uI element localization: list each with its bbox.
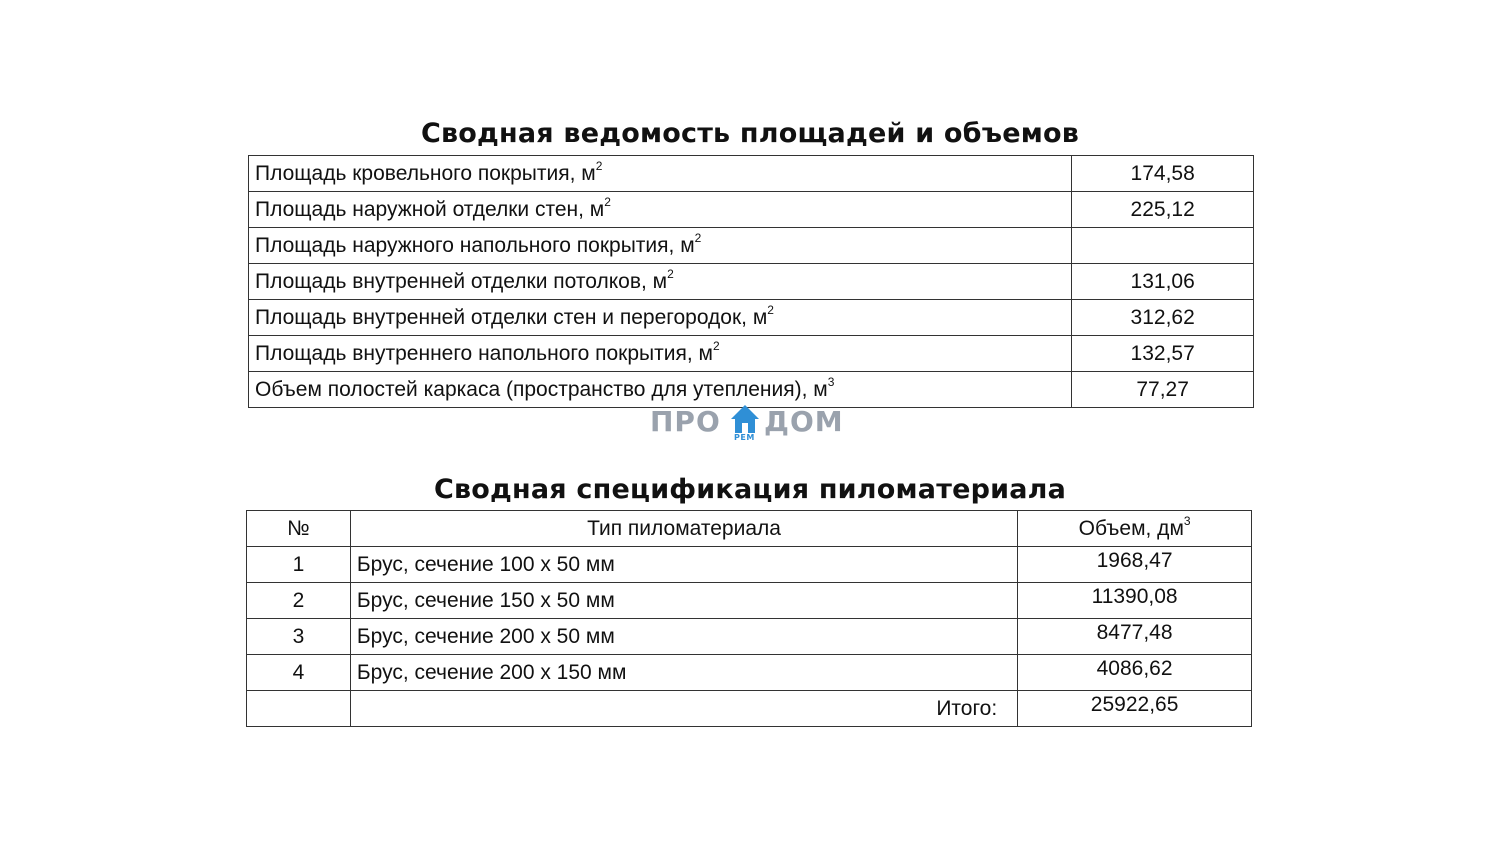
- area-label: Площадь внутренней отделки стен и перегородок, м: [255, 305, 768, 329]
- lumber-type: Брус, сечение 200 х 150 мм: [350, 655, 1017, 691]
- lumber-volume: 4086,62: [1018, 655, 1252, 691]
- unit-exponent: 2: [667, 266, 674, 281]
- area-value: 174,58: [1072, 156, 1254, 192]
- areas-title: Сводная ведомость площадей и объемов: [420, 118, 1080, 149]
- watermark-small-text: РЕМ: [734, 433, 755, 442]
- column-header-volume-cell: [1018, 511, 1252, 547]
- watermark-right-text: ДОМ: [764, 405, 844, 438]
- row-number: 4: [247, 655, 351, 691]
- table-row: [249, 192, 1254, 228]
- area-value: 312,62: [1072, 300, 1254, 336]
- lumber-table: [246, 510, 1252, 727]
- lumber-type: Брус, сечение 150 х 50 мм: [350, 583, 1017, 619]
- table-header-row: [247, 511, 1252, 547]
- area-value: 131,06: [1072, 264, 1254, 300]
- area-label: Площадь внутренней отделки потолков, м: [255, 269, 668, 293]
- unit-exponent: 2: [712, 338, 720, 353]
- area-value: 225,12: [1072, 192, 1254, 228]
- lumber-volume: 8477,48: [1018, 619, 1252, 655]
- lumber-volume: 11390,08: [1018, 583, 1252, 619]
- area-value: 77,27: [1072, 372, 1254, 408]
- areas-table: [248, 155, 1254, 408]
- column-header-type: Тип пиломатериала: [350, 511, 1017, 547]
- area-label-cell: [249, 264, 1072, 300]
- table-row: [249, 336, 1254, 372]
- area-label: Объем полостей каркаса (пространство для утепления), м: [255, 377, 828, 401]
- column-header-volume: Объем, дм: [1078, 516, 1184, 540]
- area-label: Площадь наружной отделки стен, м: [255, 197, 605, 221]
- table-row: [247, 655, 1252, 691]
- area-label-cell: [249, 156, 1072, 192]
- watermark-logo: [650, 403, 850, 447]
- area-value: 132,57: [1072, 336, 1254, 372]
- lumber-type: Брус, сечение 100 х 50 мм: [350, 547, 1017, 583]
- area-label: Площадь наружного напольного покрытия, м: [255, 233, 695, 257]
- table-row: [249, 264, 1254, 300]
- row-number: 3: [247, 619, 351, 655]
- total-row: [247, 691, 1252, 727]
- table-row: [247, 619, 1252, 655]
- area-label-cell: [249, 336, 1072, 372]
- total-label: Итого:: [350, 691, 1017, 727]
- row-number: 1: [247, 547, 351, 583]
- empty-cell: [247, 691, 351, 727]
- table-row: [249, 156, 1254, 192]
- unit-exponent: 2: [694, 230, 702, 245]
- total-value: 25922,65: [1018, 691, 1252, 727]
- table-row: [247, 547, 1252, 583]
- area-label: Площадь внутреннего напольного покрытия, м: [255, 341, 713, 365]
- unit-exponent: 2: [595, 158, 603, 173]
- table-row: [247, 583, 1252, 619]
- unit-exponent: 3: [1183, 513, 1191, 528]
- column-header-num: №: [247, 511, 351, 547]
- unit-exponent: 2: [767, 302, 774, 317]
- table-row: [249, 300, 1254, 336]
- lumber-volume: 1968,47: [1018, 547, 1252, 583]
- watermark-left-text: ПРО: [650, 405, 721, 438]
- area-label: Площадь кровельного покрытия, м: [255, 161, 596, 185]
- unit-exponent: 3: [827, 374, 835, 389]
- area-label-cell: [249, 192, 1072, 228]
- lumber-title: Сводная спецификация пиломатериала: [433, 474, 1067, 505]
- area-label-cell: [249, 300, 1072, 336]
- table-row: [249, 228, 1254, 264]
- lumber-type: Брус, сечение 200 х 50 мм: [350, 619, 1017, 655]
- area-label-cell: [249, 228, 1072, 264]
- area-value: [1072, 228, 1254, 264]
- row-number: 2: [247, 583, 351, 619]
- unit-exponent: 2: [604, 194, 611, 209]
